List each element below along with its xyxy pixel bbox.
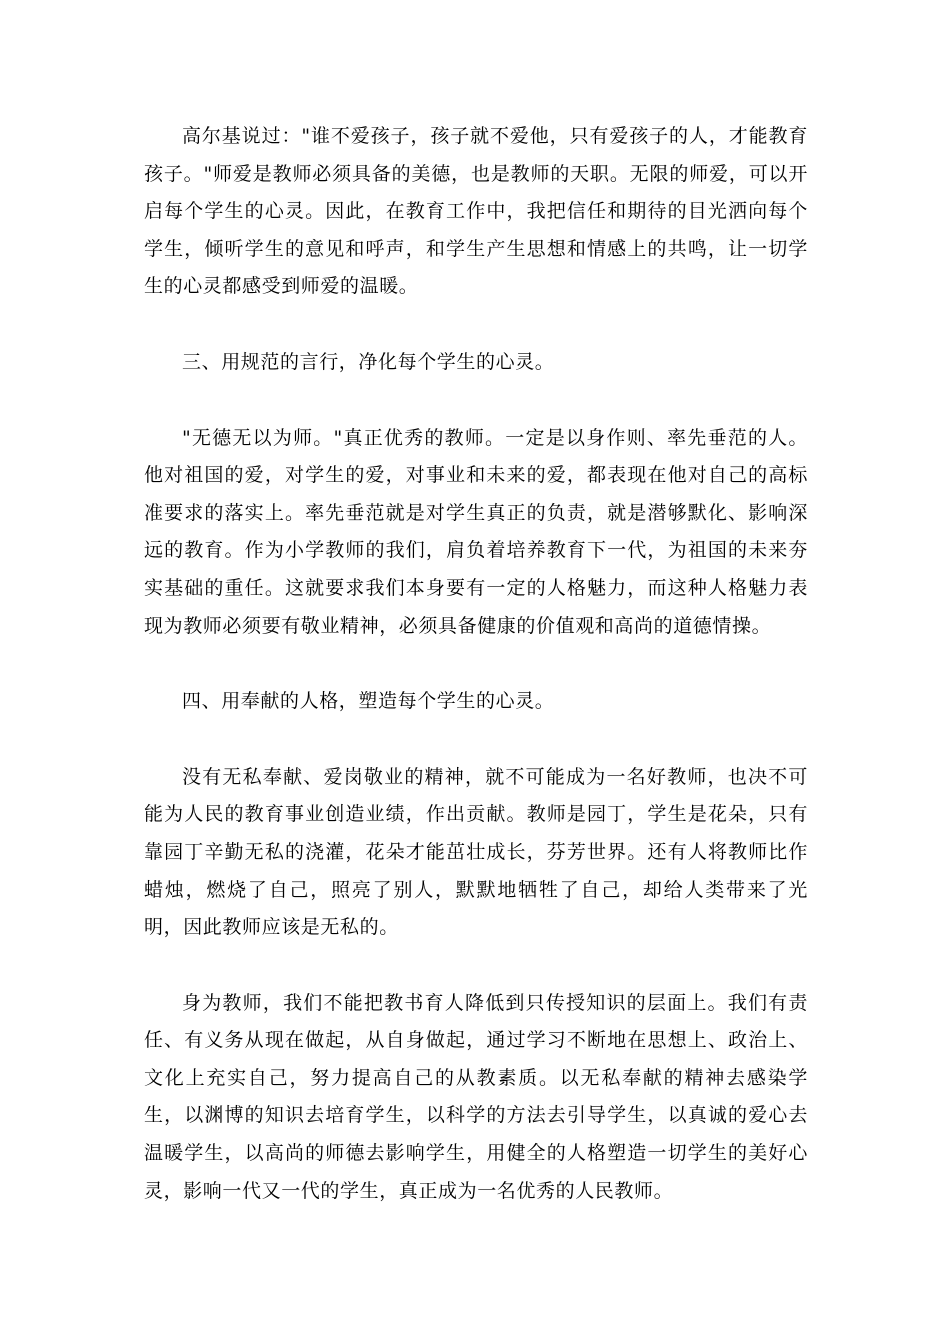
paragraph-spacer xyxy=(144,382,808,420)
section-heading-three: 三、用规范的言行，净化每个学生的心灵。 xyxy=(182,350,555,373)
document-page xyxy=(144,118,808,1210)
paragraph-spacer xyxy=(144,645,808,683)
paragraph-spacer xyxy=(144,721,808,759)
paragraph-spacer xyxy=(144,306,808,344)
paragraph-dedication: 没有无私奉献、爱岗敬业的精神，就不可能成为一名好教师，也决不可能为人民的教育事业创造业绩，作出贡献。教师是园丁，学生是花朵，只有靠园丁辛勤无私的浇灌，花朵才能茁壮成长，芬芳世界。还有人将教师比作蜡烛，燃烧了自己，照亮了别人，默默地牺牲了自己，却给人类带来了光明，因此教师应该是无私的。 xyxy=(144,765,808,939)
paragraph-spacer xyxy=(144,947,808,985)
section-heading-four: 四、用奉献的人格，塑造每个学生的心灵。 xyxy=(182,690,555,713)
paragraph-virtue: "无德无以为师。"真正优秀的教师。一定是以身作则、率先垂范的人。他对祖国的爱，对学生的爱，对事业和未来的爱，都表现在他对自己的高标准要求的落实上。率先垂范就是对学生真正的负责，就是潜够默化、影响深远的教育。作为小学教师的我们，肩负着培养教育下一代，为祖国的未来夯实基础的重任。这就要求我们本身要有一定的人格魅力，而这种人格魅力表现为教师必须要有敬业精神，必须具备健康的价值观和高尚的道德情操。 xyxy=(144,426,808,637)
paragraph-gorky-quote: 高尔基说过："谁不爱孩子，孩子就不爱他，只有爱孩子的人，才能教育孩子。"师爱是教师必须具备的美德，也是教师的天职。无限的师爱，可以开启每个学生的心灵。因此，在教育工作中，我把信任和期待的目光洒向每个学生，倾听学生的意见和呼声，和学生产生思想和情感上的共鸣，让一切学生的心灵都感受到师爱的温暖。 xyxy=(144,125,808,298)
paragraph-responsibility: 身为教师，我们不能把教书育人降低到只传授知识的层面上。我们有责任、有义务从现在做起，从自身做起，通过学习不断地在思想上、政治上、文化上充实自己，努力提高自己的从教素质。以无私奉献的精神去感染学生，以渊博的知识去培育学生，以科学的方法去引导学生，以真诚的爱心去温暖学生，以高尚的师德去影响学生，用健全的人格塑造一切学生的美好心灵，影响一代又一代的学生，真正成为一名优秀的人民教师。 xyxy=(144,991,808,1202)
